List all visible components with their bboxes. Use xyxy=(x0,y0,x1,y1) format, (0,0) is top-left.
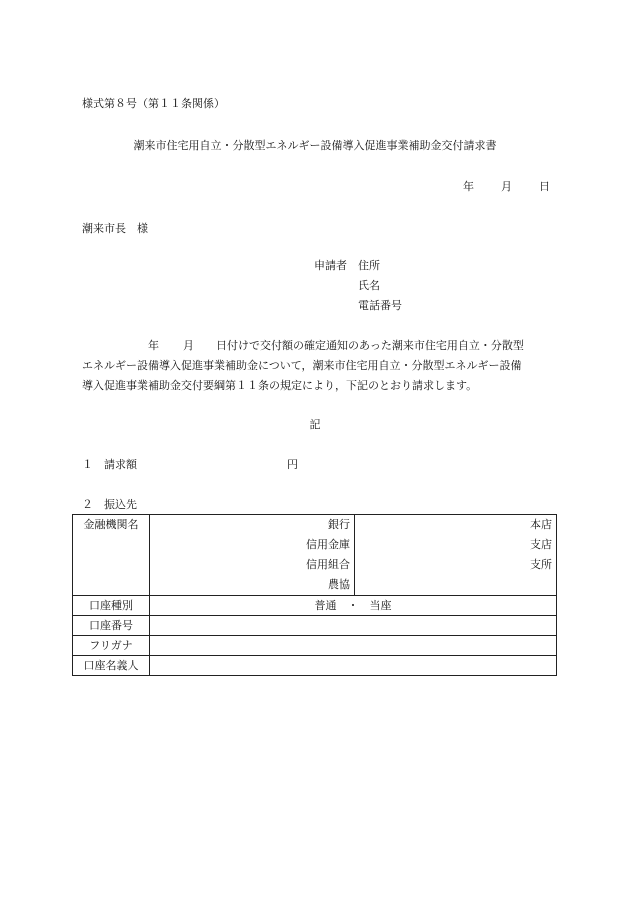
institution-type-nokyo: 農協 xyxy=(328,578,350,591)
branch-type-office: 支所 xyxy=(530,558,552,571)
account-number-label: 口座番号 xyxy=(73,616,150,636)
branch-type-head: 本店 xyxy=(530,518,552,531)
institution-type-bank: 銀行 xyxy=(328,518,350,531)
applicant-label: 申請者 xyxy=(314,259,347,272)
branch-name-cell[interactable] xyxy=(355,515,557,596)
account-type-value[interactable]: 普通 ・ 当座 xyxy=(150,596,557,616)
account-holder-label: 口座名義人 xyxy=(73,656,150,676)
request-amount-label: １ 請求額 xyxy=(82,458,137,471)
body-line2: エネルギー設備導入促進事業補助金について，潮来市住宅用自立・分散型エネルギー設備 xyxy=(82,359,522,372)
date-year: 年 xyxy=(463,180,474,193)
applicant-name-label: 氏名 xyxy=(358,279,380,292)
institution-type-shinkin: 信用金庫 xyxy=(306,538,350,551)
addressee: 潮来市長 様 xyxy=(82,222,148,235)
document-title: 潮来市住宅用自立・分散型エネルギー設備導入促進事業補助金交付請求書 xyxy=(133,139,497,152)
account-number-field[interactable] xyxy=(150,616,557,636)
institution-type-shinkumi: 信用組合 xyxy=(306,558,350,571)
ki-heading: 記 xyxy=(309,418,321,431)
date-month: 月 xyxy=(501,180,512,193)
applicant-block xyxy=(314,259,402,319)
body-month: 月 xyxy=(183,339,194,352)
account-type-label: 口座種別 xyxy=(73,596,150,616)
request-amount-line xyxy=(82,458,298,471)
body-year: 年 xyxy=(148,339,159,352)
transfer-destination-label: ２ 振込先 xyxy=(82,498,137,511)
furigana-field[interactable] xyxy=(150,636,557,656)
date-line xyxy=(463,180,550,193)
body-line1: 日付けで交付額の確定通知のあった潮来市住宅用自立・分散型 xyxy=(216,339,524,352)
date-day: 日 xyxy=(539,180,550,193)
request-amount-unit: 円 xyxy=(287,458,298,471)
applicant-address-label: 住所 xyxy=(358,259,380,272)
table-row xyxy=(73,596,557,616)
form-number: 様式第８号（第１１条関係） xyxy=(82,97,225,110)
account-holder-field[interactable] xyxy=(150,656,557,676)
table-row xyxy=(73,656,557,676)
institution-name-cell[interactable] xyxy=(150,515,355,596)
table-row xyxy=(73,515,557,596)
branch-type-branch: 支店 xyxy=(530,538,552,551)
bank-account-table xyxy=(72,514,557,676)
table-row xyxy=(73,636,557,656)
furigana-label: フリガナ xyxy=(73,636,150,656)
request-body-text xyxy=(82,336,552,396)
institution-label-cell: 金融機関名 xyxy=(73,515,150,596)
table-row xyxy=(73,616,557,636)
applicant-phone-label: 電話番号 xyxy=(358,299,402,312)
body-line3: 導入促進事業補助金交付要綱第１１条の規定により，下記のとおり請求します。 xyxy=(82,379,478,392)
